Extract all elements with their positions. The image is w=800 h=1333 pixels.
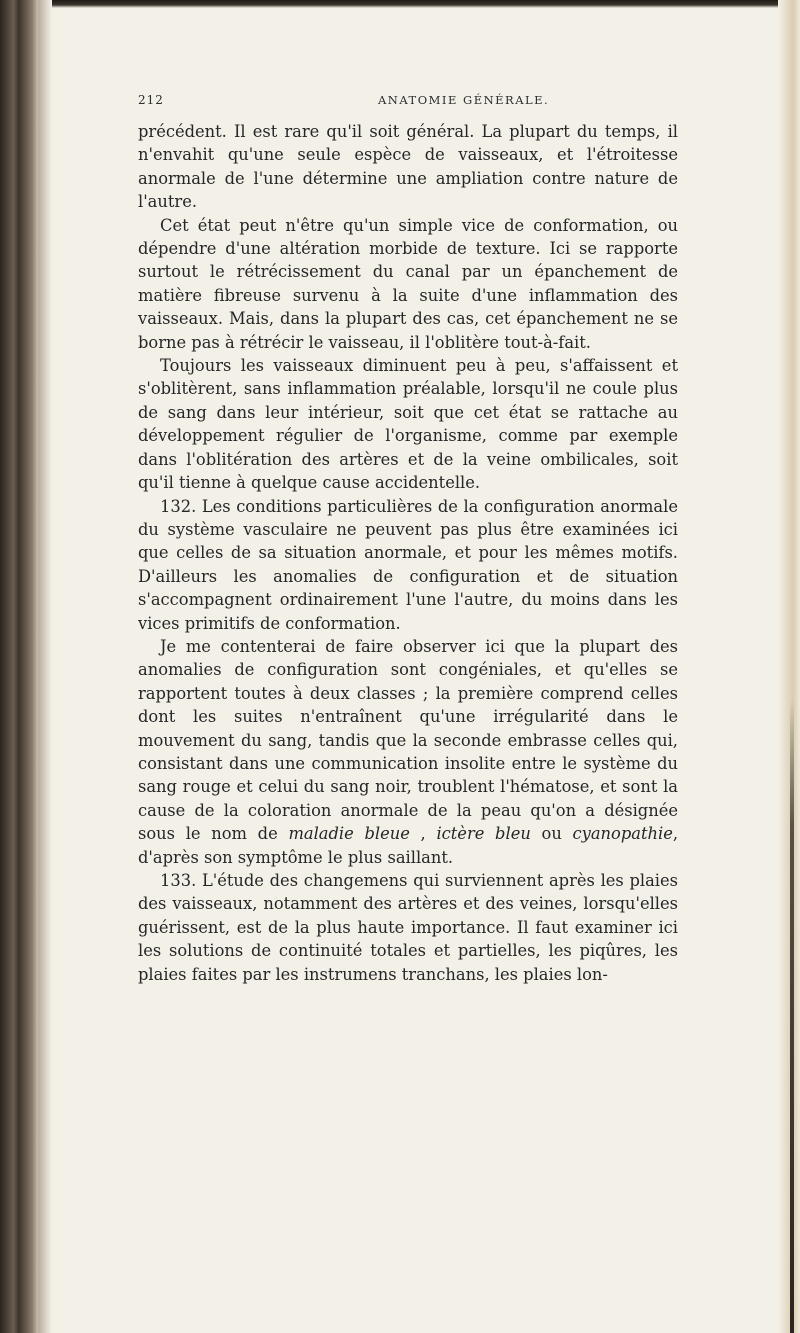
paragraph: [138, 635, 678, 869]
page-right-edge: [778, 0, 800, 1333]
paragraph: [138, 495, 678, 635]
book-binding: [0, 0, 38, 1333]
italic-term: cyanopathie: [572, 824, 673, 844]
paragraph-text: Je me contenterai de faire observer ici que la plupart des anomalies de configuration sont congéniales, et qu'elles se rapportent toutes à deux classes ; la première comprend celles dont les suites n'entraînent qu'une irrégularité dans le mouvement du sang, tandis que la seconde embrasse celles qui, consistant dans une communication insolite entre le système du sang rouge et celui du sang noir, troublent l'hématose, et sont la cause de la coloration anormale de la peau qu'on a désignée sous le nom de: [138, 636, 678, 844]
body-text: [138, 120, 678, 986]
page-number: 212: [138, 93, 164, 107]
paragraph-text: précédent. Il est rare qu'il soit général. La plupart du temps, il n'envahit qu'une seule espèce de vaisseaux, et l'étroitesse anormale de l'une détermine une ampliation contre nature de l'autre.: [138, 122, 678, 212]
paragraph-text: Cet état peut n'être qu'un simple vice de conformation, ou dépendre d'une altération morbide de texture. Ici se rapporte surtout le rétrécissement du canal par un épanchement de matière fibreuse survenu à la suite d'une inflammation des vaisseaux. Mais, dans la plupart des cas, cet épanchement ne se borne pas à rétrécir le vaisseau, il l'oblitère tout-à-fait.: [138, 215, 678, 352]
paragraph: [138, 354, 678, 494]
paragraph-text: 133. L'étude des changemens qui surviennent après les plaies des vaisseaux, notamment des artères et des veines, lorsqu'elles guérissent, est de la plus haute importance. Il faut examiner ici les solutions de continuité totales et partielles, les piqûres, les plaies faites par les instrumens tranchans, les plaies lon-: [138, 871, 678, 984]
page-top-shadow: [0, 0, 800, 8]
paragraph-text: , d'après son symptôme le plus saillant.: [138, 824, 679, 867]
paragraph-text: 132. Les conditions particulières de la configuration anormale du système vasculaire ne peuvent pas plus être examinées ici que celles de sa situation anormale, et pour les mêmes motifs. D'ailleurs les anomalies de configuration et de situation s'accompagnent ordinairement l'une l'autre, du moins dans les vices primitifs de conformation.: [138, 496, 678, 633]
paragraph: [138, 120, 678, 214]
paragraph-text: Toujours les vaisseaux diminuent peu à peu, s'affaissent et s'oblitèrent, sans inflammation préalable, lorsqu'il ne coule plus de sang dans leur intérieur, soit que cet état se rattache au développement régulier de l'organisme, comme par exemple dans l'oblitération des artères et de la veine ombilicales, soit qu'il tienne à quelque cause accidentelle.: [138, 356, 678, 493]
italic-term: maladie bleue: [288, 824, 410, 844]
italic-term: ictère bleu: [436, 824, 531, 844]
page-edge-shadow: [790, 700, 794, 1333]
paragraph: [138, 214, 678, 354]
paragraph-text: ,: [409, 824, 437, 844]
page-header: [138, 93, 678, 113]
binding-shadow: [38, 0, 52, 1333]
running-title: ANATOMIE GÉNÉRALE.: [378, 93, 550, 107]
paragraph-text: ou: [530, 824, 573, 844]
paragraph: [138, 869, 678, 986]
